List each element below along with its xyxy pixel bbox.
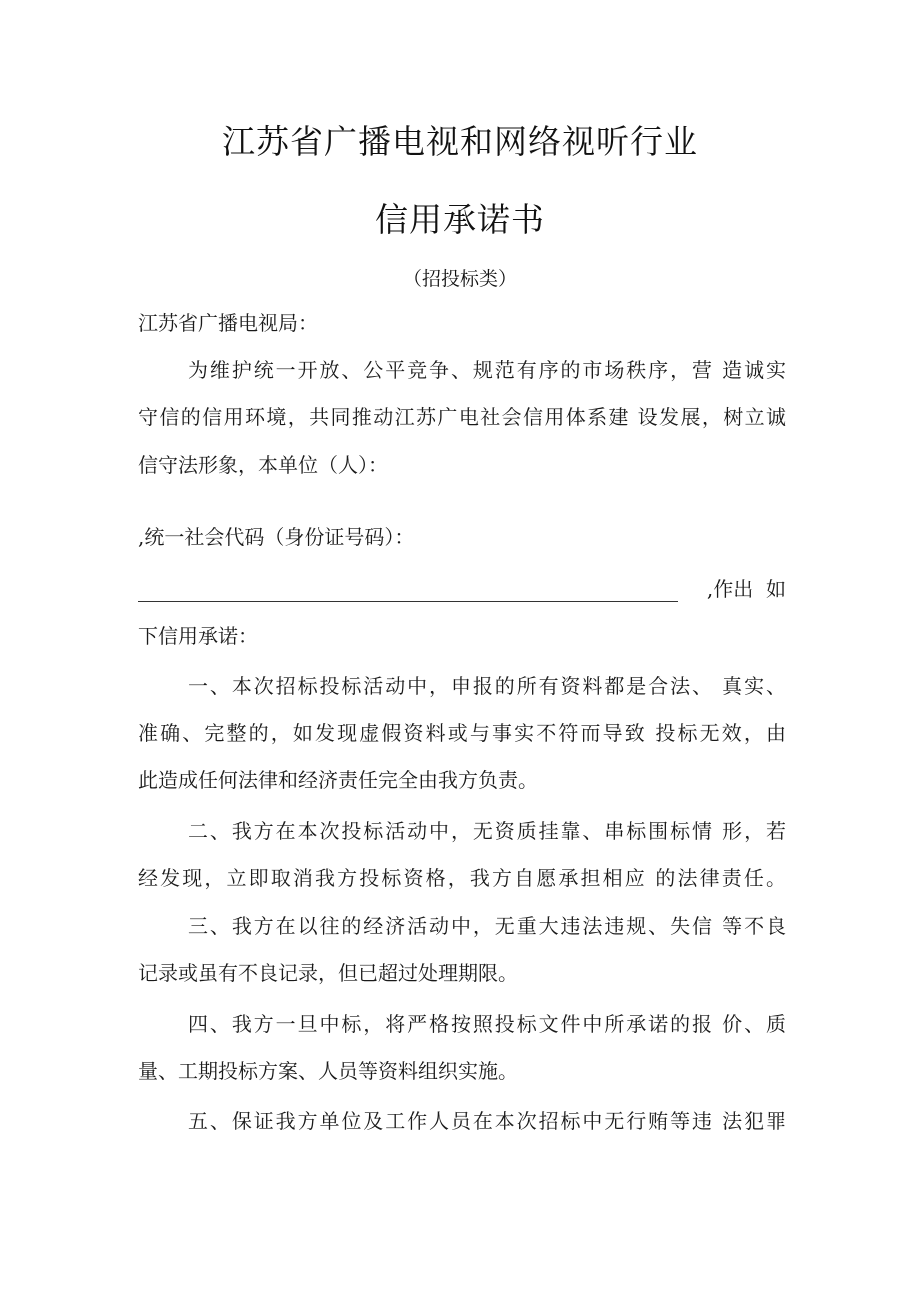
item-4-line-2: 量、工期投标方案、人员等资料组织实施。 (138, 1059, 518, 1083)
item-3-line-2: 记录或虽有不良记录，但已超过处理期限。 (138, 961, 518, 985)
salutation: 江苏省广播电视局： (138, 311, 318, 335)
item-5-line-1: 五、保证我方单位及工作人员在本次招标中无行贿等违 法犯罪 (188, 1109, 786, 1133)
commitment-intro: 下信用承诺： (138, 624, 258, 648)
code-blank-underline (138, 601, 678, 602)
item-2-line-1: 二、我方在本次投标活动中，无资质挂靠、串标围标情 形，若 (188, 819, 786, 843)
item-1-line-3: 此造成任何法律和经济责任完全由我方负责。 (138, 768, 538, 792)
code-blank-row (138, 575, 786, 603)
item-1-line-2: 准确、完整的，如发现虚假资料或与事实不符而导致 投标无效，由 (138, 721, 786, 745)
intro-line-1: 为维护统一开放、公平竞争、规范有序的市场秩序，营 造诚实 (188, 358, 786, 382)
intro-line-3: 信守法形象，本单位（人）： (138, 453, 388, 477)
item-3-line-1: 三、我方在以往的经济活动中，无重大违法违规、失信 等不良 (188, 914, 786, 938)
code-blank-tail: ,作出 如 (706, 577, 786, 601)
document-title-line1: 江苏省广播电视和网络视听行业 (222, 122, 698, 161)
item-1-line-1: 一、本次招标投标活动中，申报的所有资料都是合法、 真实、 (188, 674, 786, 698)
item-2-line-2: 经发现，立即取消我方投标资格，我方自愿承担相应 的法律责任。 (138, 866, 786, 890)
item-4-line-1: 四、我方一旦中标，将严格按照投标文件中所承诺的报 价、质 (188, 1012, 786, 1036)
intro-line-2: 守信的信用环境，共同推动江苏广电社会信用体系建 设发展，树立诚 (138, 405, 786, 429)
document-category: （招投标类） (402, 268, 517, 290)
social-code-label: ,统一社会代码（身份证号码）： (138, 525, 415, 549)
document-title-line2: 信用承诺书 (375, 200, 545, 239)
